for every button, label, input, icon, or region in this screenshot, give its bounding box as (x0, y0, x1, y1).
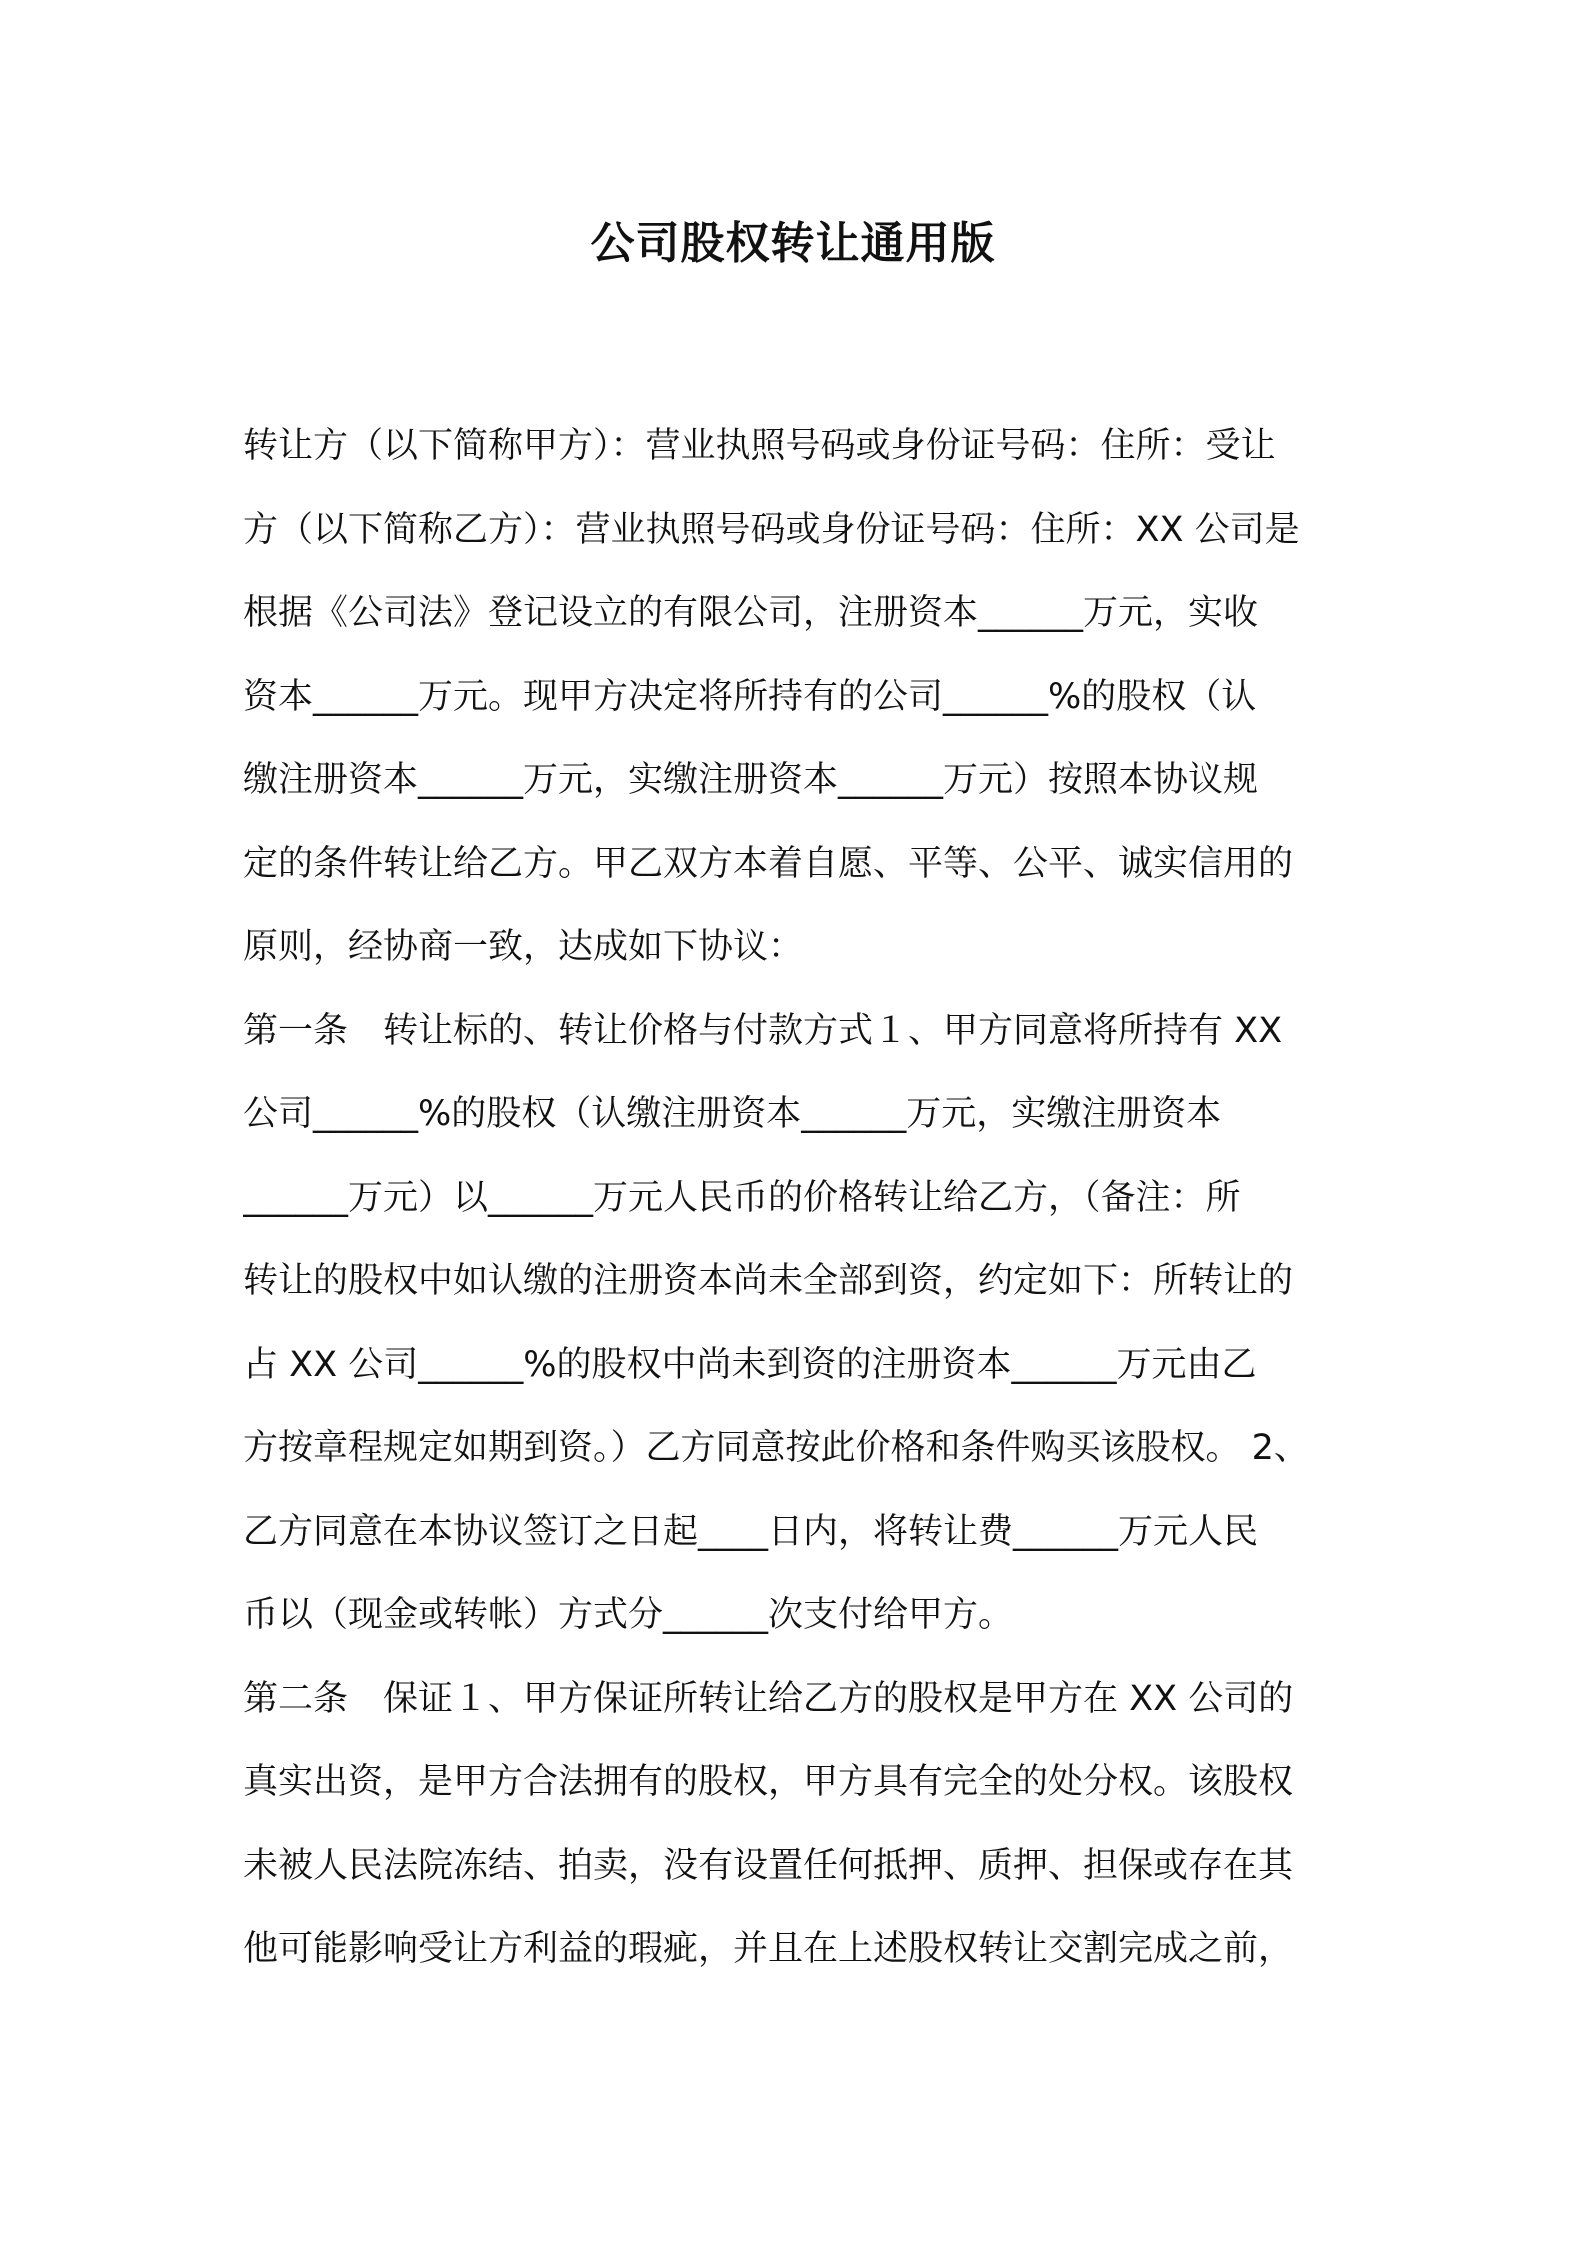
article-2-heading-line: 第二条 保证１、甲方保证所转让给乙方的股权是甲方在 XX 公司的 (243, 1678, 1294, 1719)
text-line: 转让方（以下简称甲方）：营业执照号码或身份证号码：住所：受让 (243, 426, 1276, 466)
article-1-heading-line: 第一条 转让标的、转让价格与付款方式１、甲方同意将所持有 XX (243, 1010, 1283, 1051)
text-line: 乙方同意在本协议签订之日起____日内，将转让费______万元人民 (243, 1511, 1259, 1552)
text-line: 转让的股权中如认缴的注册资本尚未全部到资，约定如下：所转让的 (243, 1261, 1294, 1301)
text-line: 缴注册资本______万元，实缴注册资本______万元）按照本协议规 (243, 760, 1259, 800)
text-line: 方（以下简称乙方）：营业执照号码或身份证号码：住所：XX 公司是 (243, 509, 1300, 550)
text-line: ______万元）以______万元人民币的价格转让给乙方，（备注：所 (243, 1177, 1241, 1218)
text-line: 方按章程规定如期到资。）乙方同意按此价格和条件购买该股权。 2、 (243, 1428, 1309, 1468)
document-title: 公司股权转让通用版 (590, 218, 996, 269)
text-line: 未被人民法院冻结、拍卖，没有设置任何抵押、质押、担保或存在其 (243, 1845, 1294, 1886)
text-line: 资本______万元。现甲方决定将所持有的公司______%的股权（认 (243, 676, 1257, 717)
text-line: 根据《公司法》登记设立的有限公司，注册资本______万元，实收 (243, 593, 1259, 633)
text-line: 币以（现金或转帐）方式分______次支付给甲方。 (243, 1595, 1014, 1635)
text-line: 真实出资，是甲方合法拥有的股权，甲方具有完全的处分权。该股权 (243, 1762, 1294, 1802)
text-line: 定的条件转让给乙方。甲乙双方本着自愿、平等、公平、诚实信用的 (243, 843, 1294, 884)
text-line: 原则，经协商一致，达成如下协议： (243, 927, 804, 967)
text-line: 占 XX 公司______%的股权中尚未到资的注册资本______万元由乙 (243, 1344, 1257, 1385)
document-body (243, 405, 1363, 1992)
text-line: 他可能影响受让方利益的瑕疵，并且在上述股权转让交割完成之前， (243, 1929, 1294, 1969)
text-line: 公司______%的股权（认缴注册资本______万元，实缴注册资本 (243, 1094, 1222, 1134)
